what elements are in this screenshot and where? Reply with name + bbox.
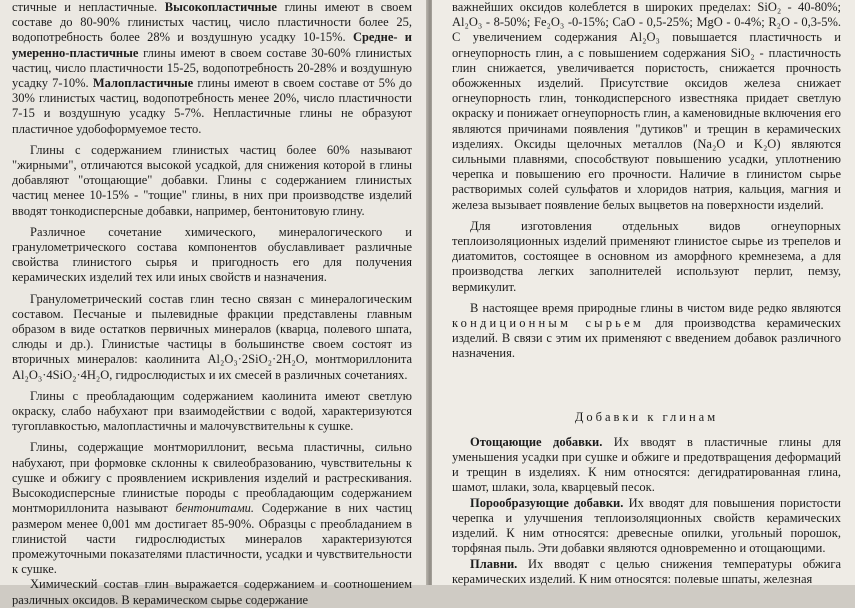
term-medium-plastic: Средне- и умеренно-пластичные: [12, 30, 412, 60]
left-page: [0, 0, 428, 607]
paragraph-kaolinite: Глины с преобладающим содержанием каолинита имеют светлую окраску, слабо набухают при взаимодействии с водой, характеризуются тугоплавкостью, малопластичны и малочувствительны к сушке.: [12, 388, 412, 434]
text-span: стичные и непластичные.: [12, 0, 158, 14]
paragraph-conditional-raw: [452, 301, 841, 362]
right-column: [452, 0, 841, 587]
text-span: Их вводят в пластичные глины для уменьшения усадки при сушке и обжиге и предотвращения деформаций и трещин в изделиях. К ним относятся: дегидратированная глина, шамот, шлаки, зола, кварцевый песок.: [452, 434, 842, 495]
right-page: [432, 0, 855, 585]
text-span: Глины, содержащие монтмориллонит, весьма пластичны, сильно набухают, при формовке склонны к свилеобразованию, чувствительны к сушке и обжигу с проявлением искривления изделий и растрескивания. Высокодисперсные глинистые породы с преобладающим содержанием монтмориллонита называют: [12, 440, 412, 516]
term-bentonites: бентонитами.: [175, 501, 255, 516]
text-span: глины имеют в своем составе 30-60% глинистых частиц, число пластичности 15-25, водопотребность 20-28% и воздушную усадку 7-10%.: [12, 45, 413, 91]
text-span: глины имеют в своем составе до 80-90% глинистых частиц, число пластичности более 25, водопотребность более 28% и воздушную усадку 10-15%.: [12, 0, 413, 45]
text-span: глины имеют в своем составе от 5% до 30% глинистых частиц, водопотребность менее 20%, число пластичности 7-15 и воздушную усадку 5-7%. Непластичные глины не образуют пластичное удобоформуемое тесто.: [12, 76, 413, 136]
paragraph-granulometry: Гранулометрический состав глин тесно связан с минералогическим составом. Песчаные и пылевидные фракции представлены главным образом в виде остатков первичных минералов (кварца, полевого шпата, слюды и др.). Глинистые частицы в большинстве своем состоят из вторичных минералов: каолинита Al₂O₃·2SiO₂·2H₂O, монтмориллонита Al₂O₃·4SiO₂·4H₂O, гидрослюдистых и их смесей в различных сочетаниях.: [12, 291, 412, 382]
term-fluxes: Плавни.: [470, 556, 518, 571]
text-span: для производства керамических изделий. В связи с этим их применяют с введением добавок различного назначения.: [452, 316, 841, 361]
paragraph-fat-lean-clays: Глины с содержанием глинистых частиц более 60% называют "жирными", отличаются высокой усадкой, для снижения которой в глины добавляют "отощающие" добавки. Глины с содержанием глинистых частиц менее 10-15% - "тощие" глины, в них при производстве изделий вводят тонкодисперсные добавки, например, бентонитовую глину.: [12, 142, 412, 218]
term-conditional-raw: кондиционным сырьем: [452, 316, 644, 331]
text-span: В настоящее время природные глины в чистом виде редко являются: [470, 300, 841, 315]
left-column: [12, 0, 412, 608]
text-span: Их вводят для повышения пористости черепка и улучшения теплоизоляционных свойств керамических изделий. К ним относятся: древесные опилки, угольный порошок, торфяная пыль. Эти добавки являются одновременно и отощающими.: [452, 495, 841, 556]
paragraph-composition: Различное сочетание химического, минералогического и гранулометрического состава компонентов обуславливает различные свойства глинистого сырья и пригодность его для получения керамических изделий тех или иных свойств и назначения.: [12, 224, 412, 285]
term-low-plastic: Малопластичные: [92, 76, 194, 91]
paragraph-plasticity-classes: [12, 0, 412, 137]
paragraph-montmorillonite: [12, 440, 412, 577]
paragraph-leaning-additives: [452, 435, 841, 496]
term-pore-forming: Порообразующие добавки.: [470, 495, 624, 510]
paragraph-oxides: важнейших оксидов колеблется в широких пределах: SiO₂ - 40-80%; Al₂O₃ - 8-50%; Fe₂O₃ -0-15%; CaO - 0,5-25%; MgO - 0-4%; R₂O - 0,3-5%. С увеличением содержания Al₂O₃ повышается пластичность и огнеупорность глин, а с повышением содержания SiO₂ - пластичность глин снижается, увеличивается пористость, снижается прочность обожженных изделий. Присутствие оксидов железа снижает огнеупорность глин, тонкодисперсного известняка придает светлую окраску и понижает огнеупорность глин, а каменовидные включения его являются причинами появления "дутиков" и трещин в керамических изделиях. Оксиды щелочных металлов (Na₂O и K₂O) являются сильными плавнями, способствуют повышению усадки, уплотнению черепка и повышению его прочности. Наличие в глинистом сырье растворимых солей сульфатов и хлоридов натрия, кальция, магния и железа вызывает появление белых выцветов на поверхности изделий.: [452, 0, 841, 212]
text-span: Содержание в них частиц размером менее 0,001 мм достигает 85-90%. Образцы с преобладанием в глинистой части гидрослюдистых минералов характеризуются промежуточными показателями пластичности, усадки и чувствительности к сушке.: [12, 501, 412, 577]
paragraph-pore-forming: [452, 496, 841, 557]
section-heading: Добавки к глинам: [574, 409, 719, 424]
paragraph-fluxes: [452, 557, 841, 587]
term-leaning-additives: Отощающие добавки.: [470, 434, 603, 449]
term-high-plastic: Высокопластичные: [164, 0, 277, 14]
paragraph-chemical-composition: Химический состав глин выражается содержанием и соотношением различных оксидов. В керамическом сырье содержание: [12, 577, 412, 607]
paragraph-refractory-raw: Для изготовления отдельных видов огнеупорных теплоизоляционных изделий применяют глинистое сырье из трепелов и диатомитов, состоящее в основном из аморфного кремнезема, а для производства легких заполнителей используют перлит, пемзу, вермикулит.: [452, 218, 841, 294]
text-span: Их вводят с целью снижения температуры обжига керамических изделий. К ним относятся: полевые шпаты, железная: [452, 556, 841, 586]
